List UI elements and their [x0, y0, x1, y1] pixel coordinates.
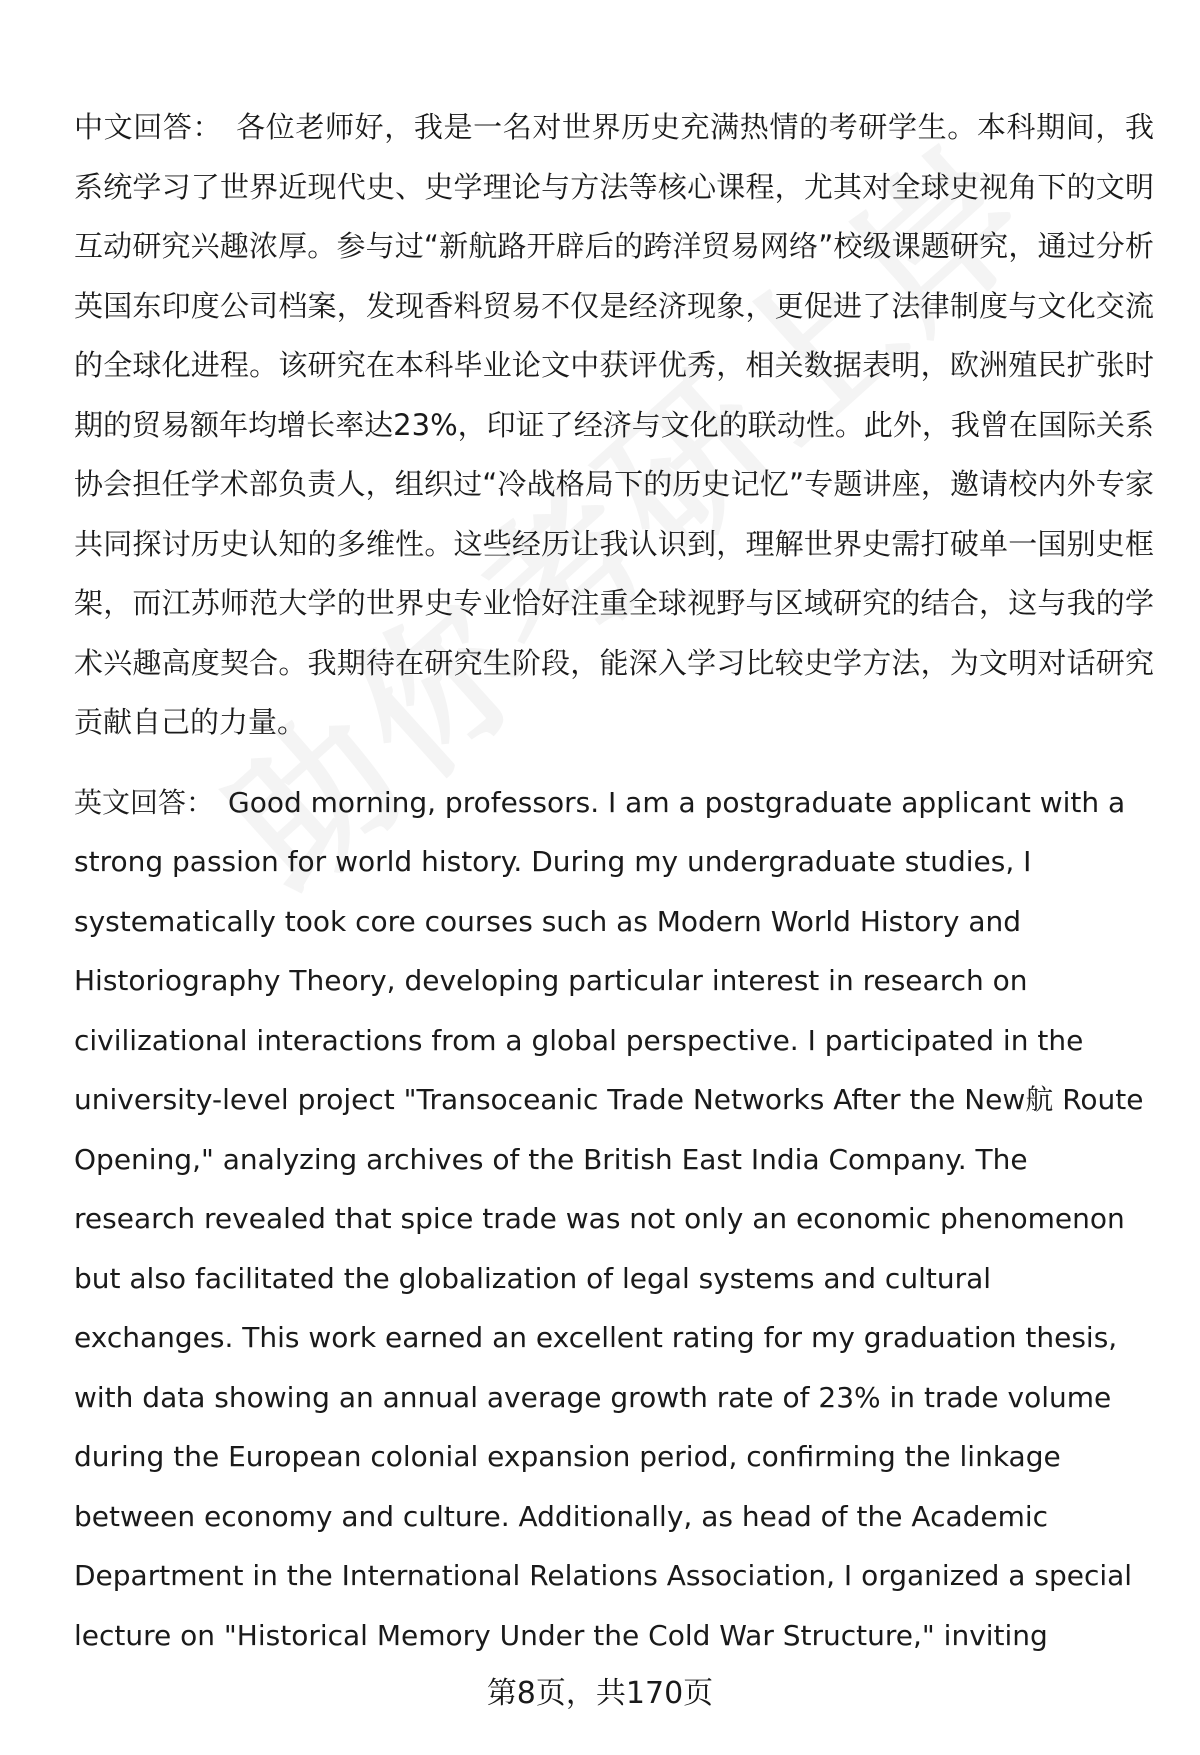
english-answer-label: 英文回答： — [74, 785, 215, 819]
chinese-answer-text: 各位老师好，我是一名对世界历史充满热情的考研学生。本科期间，我系统学习了世界近现代史、史学理论与方法等核心课程，尤其对全球史视角下的文明互动研究兴趣浓厚。参与过“新航路开辟后的跨洋贸易网络”校级课题研究，通过分析英国东印度公司档案，发现香料贸易不仅是经济现象，更促进了法律制度与文化交流的全球化进程。该研究在本科毕业论文中获评优秀，相关数据表明，欧洲殖民扩张时期的贸易额年均增长率达23%，印证了经济与文化的联动性。此外，我曾在国际关系协会担任学术部负责人，组织过“冷战格局下的历史记忆”专题讲座，邀请校内外专家共同探讨历史认知的多维性。这些经历让我认识到，理解世界史需打破单一国别史框架，而江苏师范大学的世界史专业恰好注重全球视野与区域研究的结合，这与我的学术兴趣高度契合。我期待在研究生阶段，能深入学习比较史学方法，为文明对话研究贡献自己的力量。 — [74, 110, 1154, 739]
page-number-footer: 第8页，共170页 — [486, 1676, 714, 1711]
english-answer-paragraph — [74, 773, 1154, 1666]
page-content — [74, 98, 1154, 1665]
english-answer-text: Good morning, professors. I am a postgraduate applicant with a strong passion for world history. During my undergraduate studies, I systematically took core courses such as Modern World History and Historiography Theory, developing particular interest in research on civilizational interactions from a global perspective. I participated in the university-level project "Transoceanic Trade Networks After the New航 Route Opening," analyzing archives of the British East India Company. The research revealed that spice trade was not only an economic phenomenon but also facilitated the globalization of legal systems and cultural exchanges. This work earned an excellent rating for my graduation thesis, with data showing an annual average growth rate of 23% in trade volume during the European colonial expansion period, confirming the linkage between economy and culture. Additionally, as head of the Academic Department in the International Relations Association, I organized a special lecture on "Historical Memory Under the Cold War Structure," inviting — [74, 785, 1144, 1652]
chinese-answer-paragraph — [74, 98, 1154, 753]
chinese-answer-label: 中文回答： — [74, 110, 223, 144]
